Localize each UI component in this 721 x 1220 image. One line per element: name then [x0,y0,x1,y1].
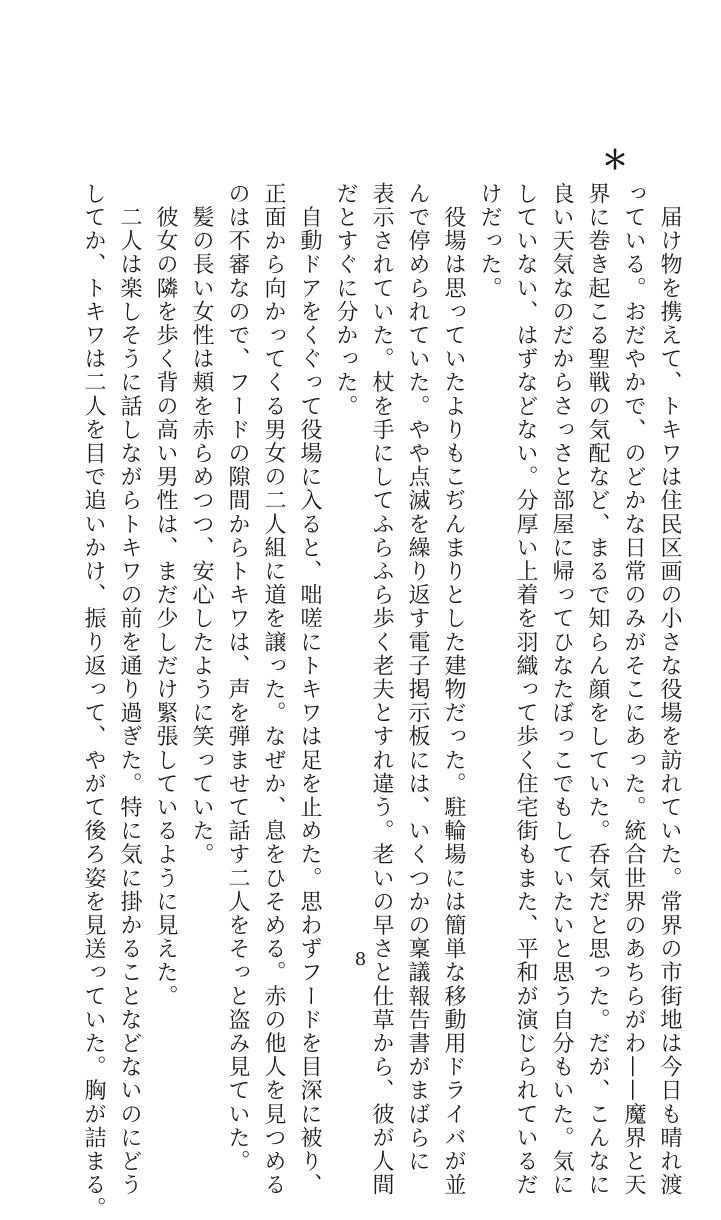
text-column: 表示されていた。杖を手にしてふらふら歩く老夫とすれ違う。老いの早さと仕草から、彼が人間 [369,182,394,1197]
page-number: 8 [354,949,367,970]
text-column: 役場は思っていたよりもこぢんまりとした建物だった。駐輪場には簡単な移動用ドライバが並 [441,182,466,1197]
text-column: 界に巻き起こる聖戦の気配など、まるで知らん顔をしていた。呑気だと思った。だが、こんなに [585,182,610,1197]
text-column: だとすぐに分かった。 [333,182,358,418]
text-column: 届け物を携えて、トキワは住民区画の小さな役場を訪れていた。常界の市街地は今日も晴れ渡 [657,182,682,1197]
text-column: してか、トキワは二人を目で追いかけ、振り返って、やがて後ろ姿を見送っていた。胸が詰まる。 [81,182,106,1220]
section-break-asterisk: ＊ [602,146,629,176]
text-column: 二人は楽しそうに話しながらトキワの前を通り過ぎた。特に気に掛かることなどないのにどう [117,182,142,1197]
vertical-body-text [75,182,687,1220]
text-column: していない、はずなどない。分厚い上着を羽織って歩く住宅街もまた、平和が演じられているだ [513,182,538,1197]
text-column: 正面から向かってくる男女の二人組に道を譲った。なぜか、息をひそめる。赤の他人を見つめる [261,182,286,1197]
text-column: 良い天気なのだからさっさと部屋に帰ってひなたぼっこでもしていたいと思う自分もいた。気に [549,182,574,1197]
text-column: 自動ドアをくぐって役場に入ると、咄嗟にトキワは足を止めた。思わずフードを目深に被り、 [297,182,322,1197]
text-column: っている。おだやかで、のどかな日常のみがそこにあった。統合世界のあちらがわ——魔界と天 [621,182,646,1197]
text-column: 髪の長い女性は頬を赤らめつつ、安心したように笑っていた。 [189,182,214,867]
text-column: のは不審なので、フードの隙間からトキワは、声を弾ませて話す二人をそっと盗み見ていた。 [225,182,250,1174]
text-column: 彼女の隣を歩く背の高い男性は、まだ少しだけ緊張しているように見えた。 [153,182,178,1008]
text-column: んで停められていた。やや点滅を繰り返す電子掲示板には、いくつかの稟議報告書がまばらに [405,182,430,1174]
text-column: けだった。 [477,182,502,300]
